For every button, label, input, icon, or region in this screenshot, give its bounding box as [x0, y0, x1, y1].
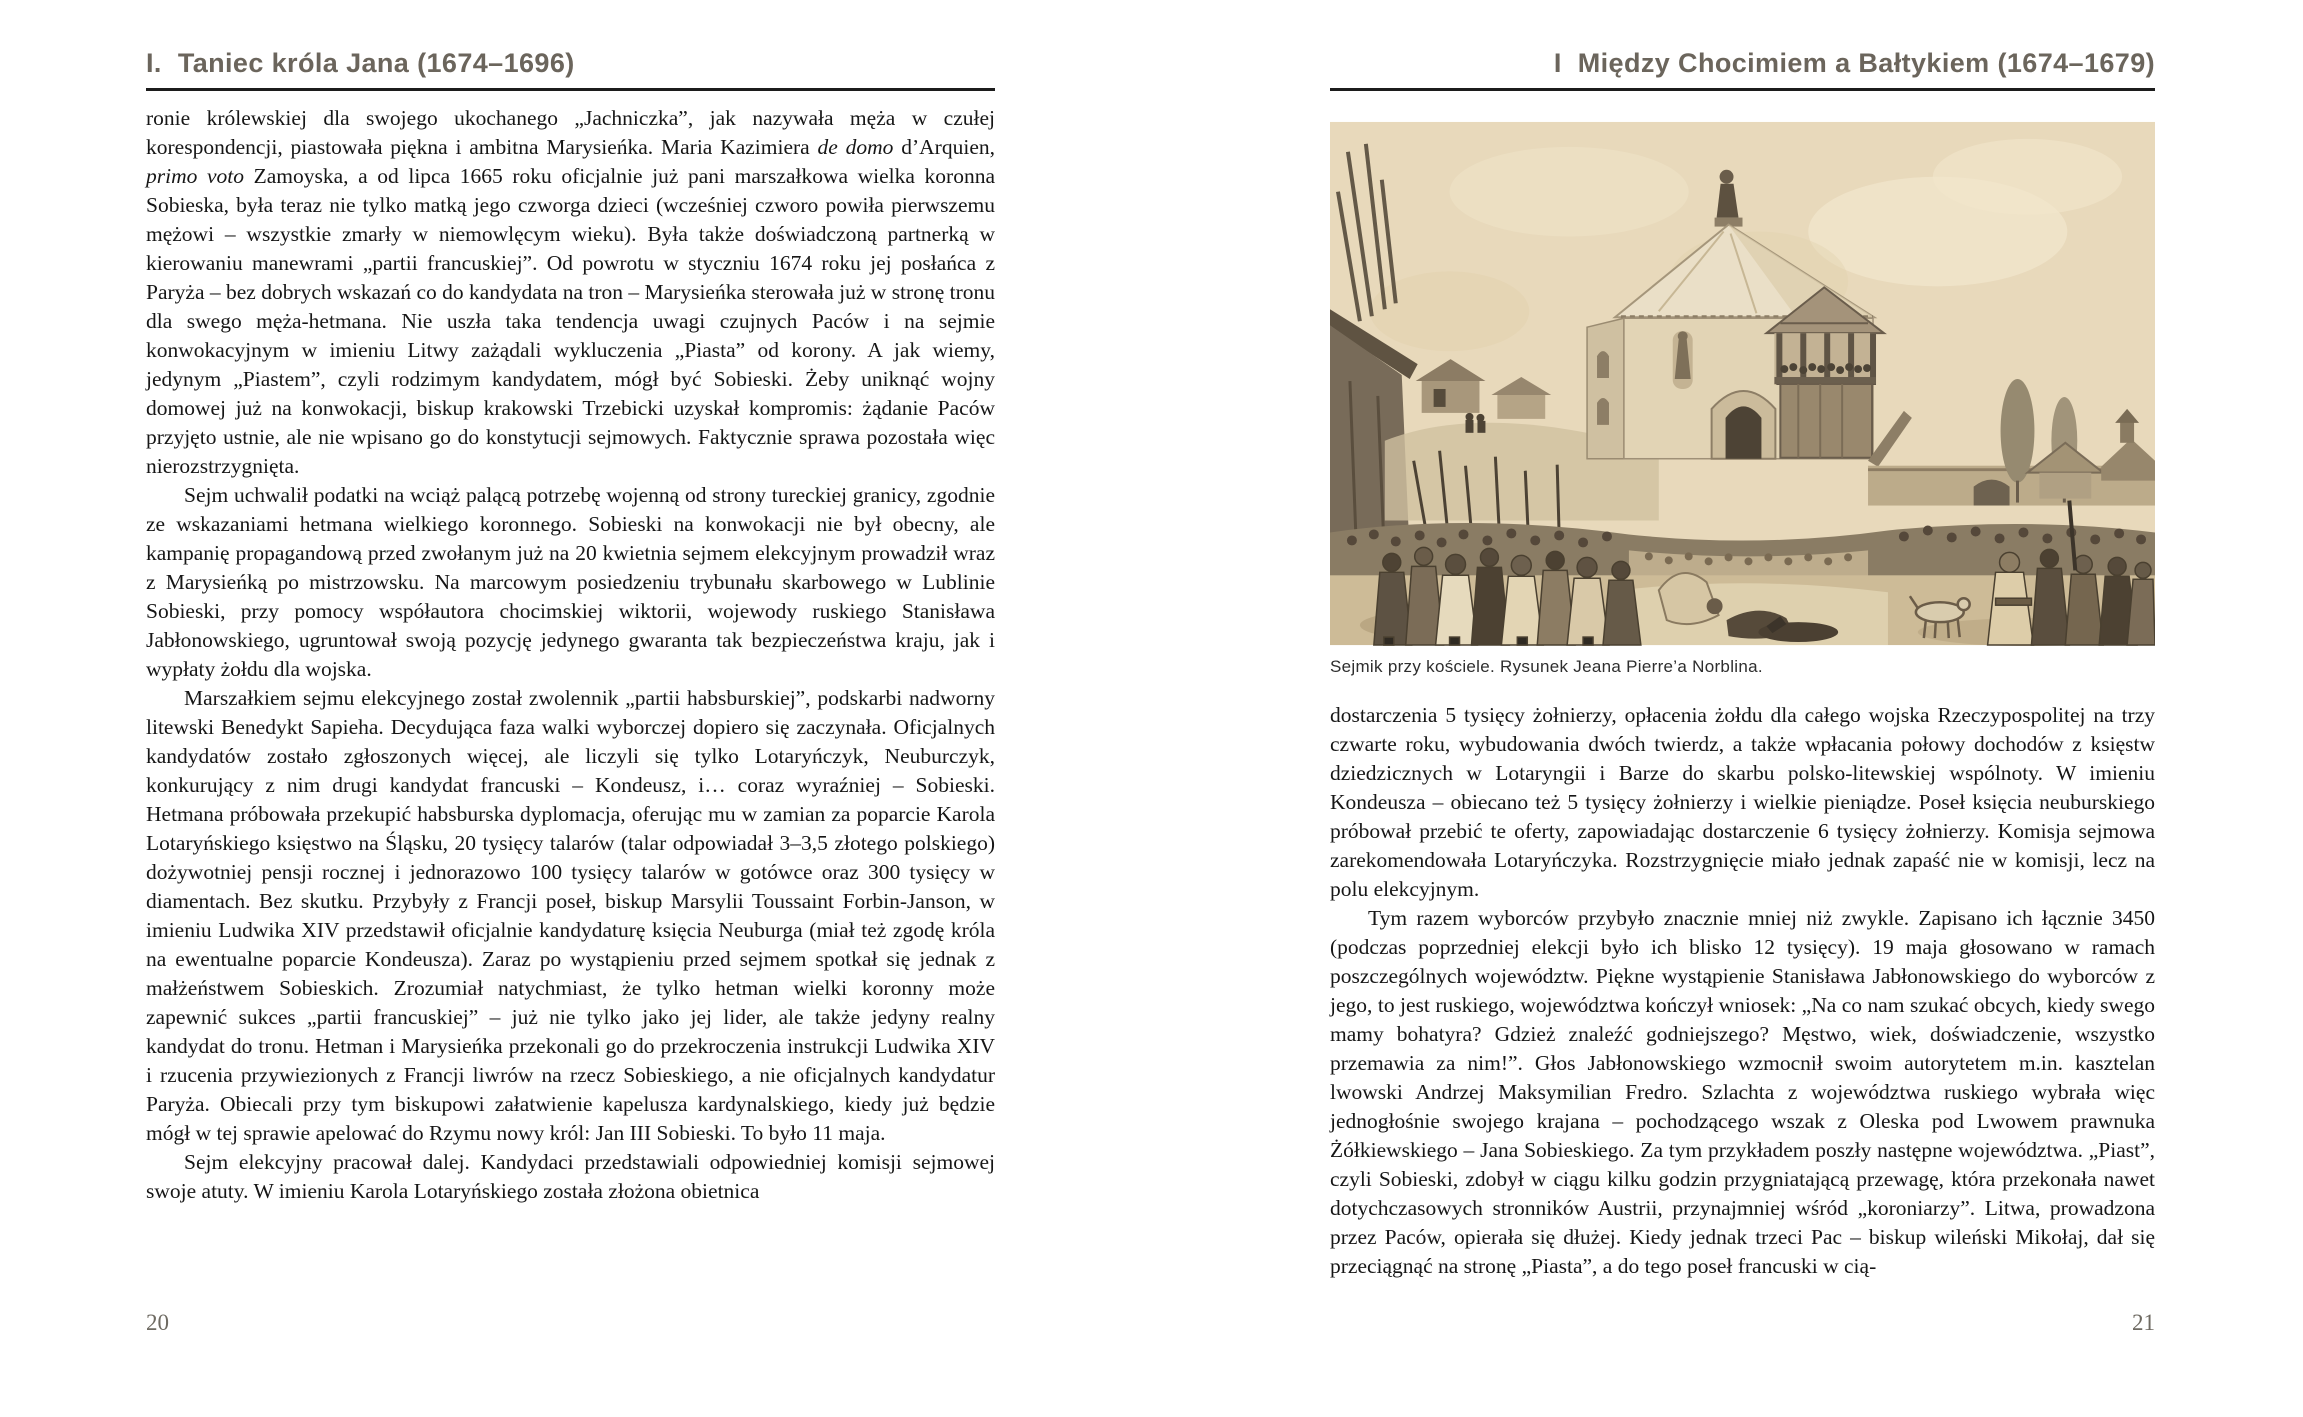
chapter-number: I: [1553, 48, 1562, 78]
italic-run: primo voto: [146, 164, 244, 188]
text-run: Sejm elekcyjny pracował dalej. Kandydaci przedstawiali odpowiedniej komisji sejmowej swoje atuty. W imieniu Karola Lotaryńskiego została złożona obietnica: [146, 1150, 995, 1203]
left-running-head: [146, 48, 995, 91]
chapter-title: Taniec króla Jana (1674–1696): [177, 48, 575, 78]
paragraph: [146, 1148, 995, 1206]
paragraph: [1330, 904, 2155, 1281]
text-run: dostarczenia 5 tysięcy żołnierzy, opłacenia żołdu dla całego wojska Rzeczypospolitej na trzy czwarte roku, wybudowania dwóch twierdz, a także wpłacania połowy dochodów z księstw dziedzicznych w Lotaryngii i Barze do skarbu polsko-litewskiej wspólnoty. W imieniu Kondeusza – obiecano też 5 tysięcy żołnierzy i wielkie pieniądze. Poseł księcia neuburskiego próbował przebić te oferty, zapowiadając dostarczenie 6 tysięcy żołnierzy. Komisja sejmowa zarekomendowała Lotaryńczyka. Rozstrzygnięcie miało jednak zapaść nie w komisji, lecz na polu elekcyjnym.: [1330, 703, 2155, 901]
italic-run: de domo: [817, 135, 894, 159]
page-left: [146, 48, 995, 1206]
paragraph: [146, 104, 995, 481]
text-run: Sejm uchwalił podatki na wciąż palącą potrzebę wojenną od strony tureckiej granicy, zgodnie ze wskazaniami hetmana wielkiego koronnego. Sobieski na konwokacji nie był obecny, ale kampanię propagandową przed zwołanym już na 20 kwietnia sejmem elekcyjnym prowadził wraz z Marysieńką po mistrzowsku. Na marcowym posiedzeniu trybunału skarbowego w Lublinie Sobieski, przy pomocy współautora chocimskiej wiktorii, wojewody ruskiego Stanisława Jabłonowskiego, ugruntował swoją pozycję jedynego gwaranta tak bezpieczeństwa kraju, jak i wypłaty żołdu dla wojska.: [146, 483, 995, 681]
left-body-text: [146, 104, 995, 1206]
text-run: d’Arquien,: [893, 135, 995, 159]
page-number-left: 20: [146, 1310, 169, 1335]
chapter-title: Między Chocimiem a Bałtykiem (1674–1679): [1577, 48, 2155, 78]
right-body-text: [1330, 701, 2155, 1281]
text-run: Marszałkiem sejmu elekcyjnego został zwolennik „partii habsburskiej”, podskarbi nadworny litewski Benedykt Sapieha. Decydująca faza walki wyborczej dopiero się zaczynała. Oficjalnych kandydatów zostało zgłoszonych więcej, ale liczyli się tylko Lotaryńczyk, Neuburczyk, konkurujący z nim drugi kandydat francuski – Kondeusz, i… coraz wyraźniej – Sobieski. Hetmana próbowała przekupić habsburska dyplomacja, oferując mu w zamian za poparcie Karola Lotaryńskiego księstwo na Śląsku, 20 tysięcy talarów (talar odpowiadał 3–3,5 złotego polskiego) dożywotniej pensji rocznej i jednorazowo 100 tysięcy talarów w gotówce oraz 300 tysięcy w diamentach. Bez skutku. Przybyły z Francji poseł, biskup Marsylii Toussaint Forbin-Janson, w imieniu Ludwika XIV przedstawił oficjalnie kandydaturę księcia Neuburga (miał też zgodę króla na ewentualne poparcie Kondeusza). Zaraz po wystąpieniu przed sejmem spotkał się jednak z małżeństwem Sobieskich. Zrozumiał natychmiast, że tylko hetman wielki koronny może zapewnić sukces „partii francuskiej” – już nie tylko jako jej lider, ale także jedyny realny kandydat do tronu. Hetman i Marysieńka przekonali go do przekroczenia instrukcji Ludwika XIV i rzucenia przywiezionych z Francji liwrów na rzecz Sobieskiego, a nie oficjalnych kandydatur Paryża. Obiecali przy tym biskupowi załatwienie kapelusza kardynalskiego, kiedy już będzie mógł w tej sprawie apelować do Rzymu nowy król: Jan III Sobieski. To było 11 maja.: [146, 686, 995, 1145]
right-running-head: [1330, 48, 2155, 91]
page-number-right: 21: [2132, 1310, 2155, 1335]
chapter-number: I.: [146, 48, 162, 78]
text-run: Zamoyska, a od lipca 1665 roku oficjalnie już pani marszałkowa wielka koronna Sobieska, była teraz nie tylko matką jego czworga dzieci (wcześniej czworo powiła pierwszemu mężowi – wszystkie zmarły w niemowlęcym wieku). Była także doświadczoną partnerką w kierowaniu manewrami „partii francuskiej”. Od powrotu w styczniu 1674 roku jej posłańca z Paryża – bez dobrych wskazań co do kandydata na tron – Marysieńka sterowała już w stronę tronu dla swego męża-hetmana. Nie uszła taka tendencja uwagi czujnych Paców i na sejmie konwokacyjnym w imieniu Litwy zażądali wykluczenia „Piasta” od korony. A jak wiemy, jedynym „Piastem”, czyli rodzimym kandydatem, mógł być Sobieski. Żeby uniknąć wojny domowej już na konwokacji, biskup krakowski Trzebicki uzyskał kompromis: żądanie Paców przyjęto ustnie, ale nie wpisano go do konstytucji sejmowych. Faktycznie sprawa pozostała więc nierozstrzygnięta.: [146, 164, 995, 478]
paragraph: [146, 684, 995, 1148]
text-run: ronie królewskiej dla swojego ukochanego „Jachniczka”, jak nazywała męża w czułej korespondencji, piastowała piękna i ambitna Marysieńka. Maria Kazimiera: [146, 106, 995, 159]
paragraph: [1330, 701, 2155, 904]
page-right: [1330, 48, 2155, 1281]
sejmik-drawing-image: [1330, 121, 2155, 646]
figure-block: [1330, 121, 2155, 677]
text-run: Tym razem wyborców przybyło znacznie mniej niż zwykle. Zapisano ich łącznie 3450 (podczas poprzedniej elekcji było ich blisko 12 tysięcy). 19 maja głosowano w ramach poszczególnych województw. Piękne wystąpienie Stanisława Jabłonowskiego do wyborców z jego, to jest ruskiego, województwa kończył wniosek: „Na co nam szukać obcych, kiedy swego mamy bohatyra? Gdzież znaleźć godniejszego? Męstwo, wiek, doświadczenie, wszystko przemawia za nim!”. Głos Jabłonowskiego wzmocnił swoim autorytetem m.in. kasztelan lwowski Andrzej Maksymilian Fredro. Szlachta z województwa ruskiego wybrała więc jednogłośnie swojego krajana – pochodzącego wszak z Oleska pod Lwowem prawnuka Żółkiewskiego – Jana Sobieskiego. Za tym przykładem poszły następne województwa. „Piast”, czyli Sobieski, zdobył w ciągu kilku godzin przygniatającą przewagę, która przekonała nawet dotychczasowych stronników Austrii, przynajmniej wśród „koroniarzy”. Litwa, prowadzona przez Paców, opierała się dłużej. Kiedy jednak trzeci Pac – biskup wileński Mikołaj, dał się przeciągnąć na stronę „Piasta”, a do tego poseł francuski w cią-: [1330, 906, 2155, 1278]
paragraph: [146, 481, 995, 684]
figure-caption: Sejmik przy kościele. Rysunek Jeana Pierre’a Norblina.: [1330, 657, 1763, 676]
